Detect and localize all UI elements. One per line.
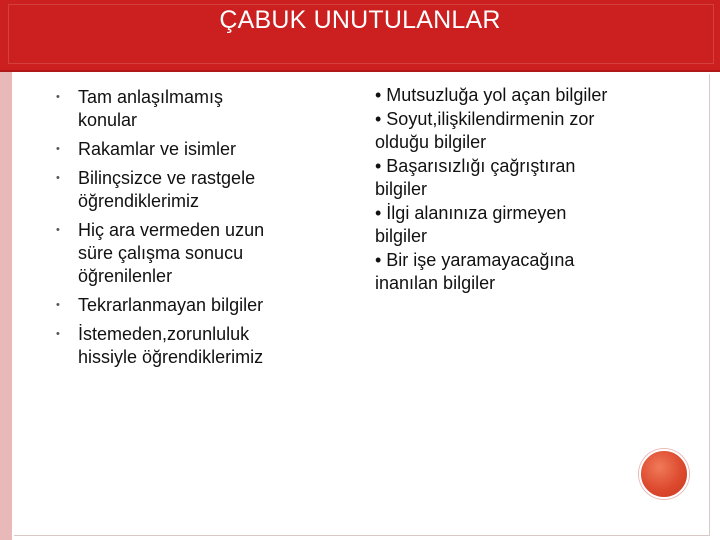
bullet-icon: • bbox=[56, 224, 60, 236]
right-text-line: • Mutsuzluğa yol açan bilgiler bbox=[375, 85, 608, 105]
list-item-line: Rakamlar ve isimler bbox=[78, 139, 237, 159]
right-text-line: • İlgi alanınıza girmeyen bbox=[375, 202, 567, 223]
bullet-icon: • bbox=[56, 299, 60, 311]
list-item-line: öğrendiklerimiz bbox=[78, 191, 200, 211]
slide-header bbox=[0, 0, 720, 72]
right-text-line: bilgiler bbox=[375, 226, 428, 246]
list-item-line: konular bbox=[78, 110, 138, 130]
right-text-line: inanılan bilgiler bbox=[375, 273, 496, 293]
decorative-circle-icon bbox=[639, 449, 689, 499]
list-item bbox=[56, 167, 356, 213]
right-text-block bbox=[375, 84, 665, 296]
list-item-line: Tam anlaşılmamış bbox=[78, 87, 224, 107]
list-item-line: Bilinçsizce ve rastgele bbox=[78, 168, 256, 188]
right-text-line: • Başarısızlığı çağrıştıran bbox=[375, 155, 576, 176]
list-item bbox=[56, 86, 356, 132]
list-item-line: öğrenilenler bbox=[78, 266, 173, 286]
right-text-line: • Soyut,ilişkilendirmenin zor bbox=[375, 108, 595, 129]
left-bullet-list bbox=[56, 86, 356, 375]
bullet-icon: • bbox=[56, 143, 60, 155]
bullet-icon: • bbox=[56, 172, 60, 184]
bullet-icon: • bbox=[56, 328, 60, 340]
list-item bbox=[56, 219, 356, 288]
list-item-line: İstemeden,zorunluluk bbox=[78, 324, 250, 344]
list-item bbox=[56, 323, 356, 369]
list-item bbox=[56, 294, 356, 317]
slide-title: ÇABUK UNUTULANLAR bbox=[219, 6, 501, 34]
bullet-icon: • bbox=[56, 91, 60, 103]
right-text-line: olduğu bilgiler bbox=[375, 132, 487, 152]
right-text-line: • Bir işe yaramayacağına bbox=[375, 249, 575, 270]
list-item bbox=[56, 138, 356, 161]
list-item-line: süre çalışma sonucu bbox=[78, 243, 244, 263]
list-item-line: Hiç ara vermeden uzun bbox=[78, 220, 265, 240]
list-item-line: hissiyle öğrendiklerimiz bbox=[78, 347, 264, 367]
list-item-line: Tekrarlanmayan bilgiler bbox=[78, 295, 264, 315]
left-accent-strip bbox=[0, 0, 12, 540]
right-text-line: bilgiler bbox=[375, 179, 428, 199]
